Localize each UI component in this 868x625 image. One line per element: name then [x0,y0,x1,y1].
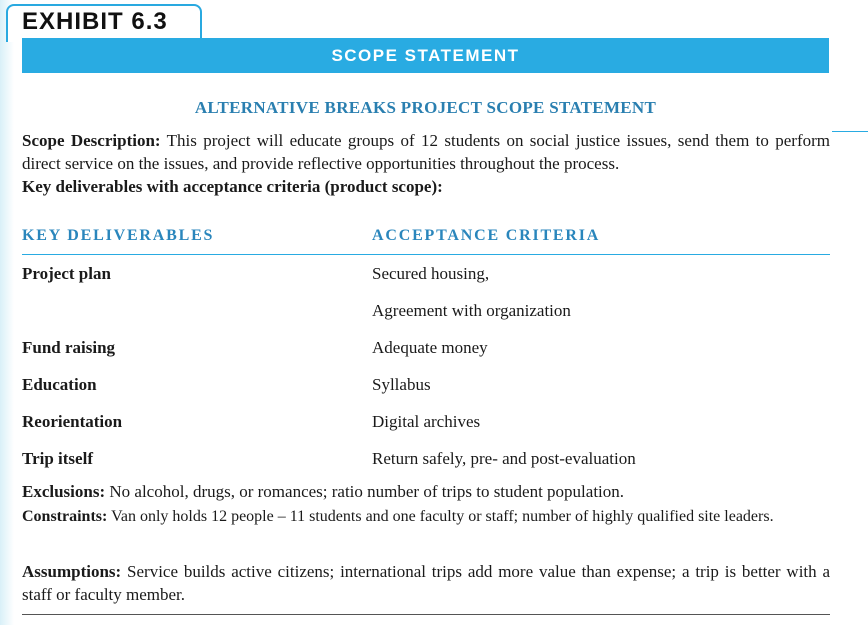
column-header-criteria: ACCEPTANCE CRITERIA [372,227,601,244]
scope-description-text: This project will educate groups of 12 students on social justice issues, send them to perform direct service on the issues, and provide reflective opportunities throughout the process. [22,131,830,173]
table-row-criteria: Adequate money [372,338,488,357]
header-rule [22,254,830,255]
bottom-rule [22,614,830,615]
side-rule [832,131,868,132]
table-row-deliverable: Fund raising [22,338,116,357]
table-row-criteria: Syllabus [372,375,431,394]
table-row-criteria: Agreement with organization [372,301,571,320]
exclusions [22,480,830,503]
table-row-deliverable: Project plan [22,264,111,283]
table-row-deliverable: Education [22,375,97,394]
constraints-text: Van only holds 12 people – 11 students and one faculty or staff; number of highly qualified site leaders. [111,508,774,525]
assumptions [22,560,830,606]
exclusions-label: Exclusions: [22,482,106,501]
exhibit-label: EXHIBIT 6.3 [22,8,168,35]
table-row-criteria: Digital archives [372,412,481,431]
left-edge-decoration [0,0,14,625]
column-header-deliverables: KEY DELIVERABLES [22,227,215,244]
table-row-deliverable: Trip itself [22,449,93,468]
constraints [22,505,830,528]
assumptions-text: Service builds active citizens; international trips add more value than expense; a trip is better with a staff or faculty member. [22,562,830,604]
scope-description [22,129,830,175]
table-row-criteria: Secured housing, [372,264,490,283]
scope-description-label: Scope Description: [22,131,161,150]
table-row-criteria: Return safely, pre- and post-evaluation [372,449,636,468]
constraints-label: Constraints: [22,508,108,525]
document-title: ALTERNATIVE BREAKS PROJECT SCOPE STATEMENT [194,98,657,117]
exclusions-text: No alcohol, drugs, or romances; ratio number of trips to student population. [109,482,625,501]
deliverables-intro: Key deliverables with acceptance criteria (product scope): [22,177,443,196]
assumptions-label: Assumptions: [22,562,122,581]
section-banner: SCOPE STATEMENT [22,38,829,73]
table-row-deliverable: Reorientation [22,412,123,431]
